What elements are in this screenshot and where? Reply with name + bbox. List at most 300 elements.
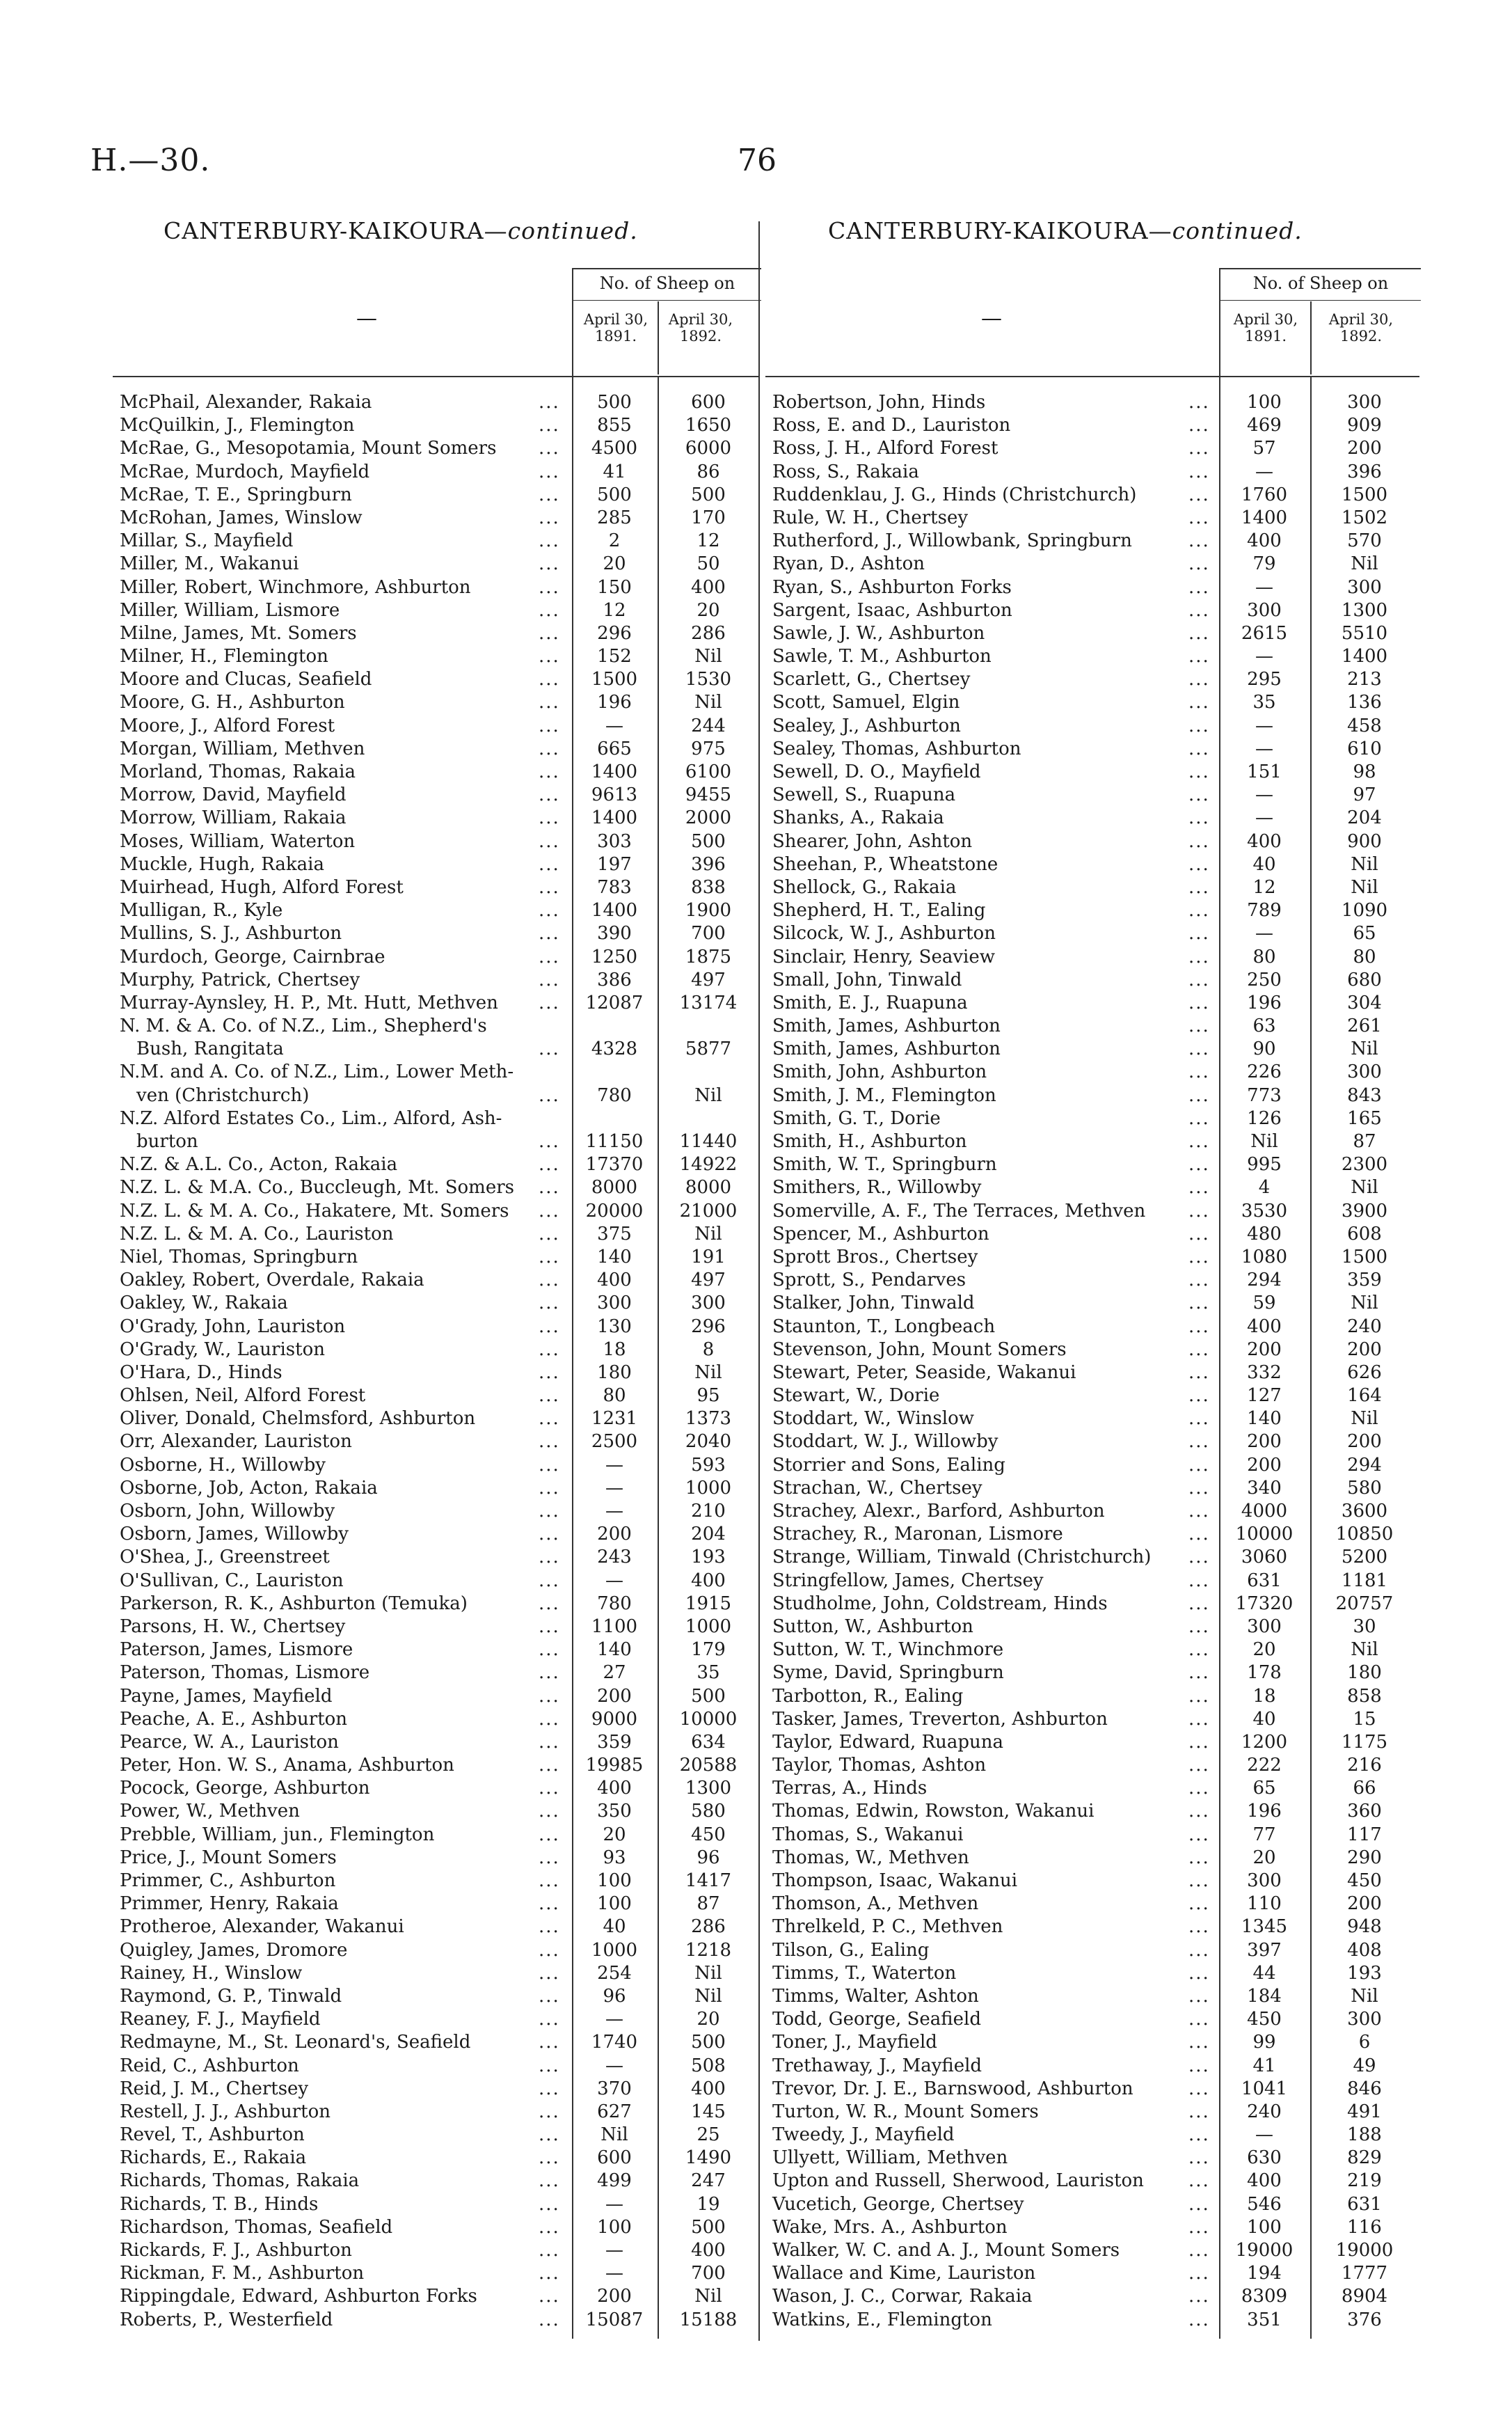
- row-name: Strachan, W., Chertsey: [772, 1477, 982, 1499]
- leader-dots: ...: [1188, 1016, 1210, 1037]
- value-1892: 5510: [1341, 622, 1388, 644]
- left-rows: [113, 391, 760, 2332]
- row-name: Milner, H., Flemington: [120, 646, 328, 668]
- value-1892: 170: [691, 507, 726, 528]
- leader-dots: ...: [1188, 1985, 1210, 2007]
- row-name: Thomas, W., Methven: [772, 1847, 969, 1868]
- value-1892: 247: [691, 2170, 726, 2192]
- table-row: [765, 530, 1419, 553]
- table-row: [113, 1246, 760, 1269]
- value-1891: 140: [597, 1639, 632, 1661]
- value-1892: 1000: [685, 1616, 732, 1637]
- row-name: Restell, J. J., Ashburton: [120, 2101, 331, 2122]
- row-name: Moore and Clucas, Seafield: [120, 669, 372, 690]
- table-row: [113, 2031, 760, 2054]
- leader-dots: ...: [539, 646, 560, 668]
- row-name: ven (Christchurch): [136, 1084, 310, 1106]
- left-title-main: CANTERBURY-KAIKOURA—: [164, 217, 508, 244]
- value-1891: 20: [1252, 1639, 1276, 1661]
- table-row: [113, 1754, 760, 1777]
- value-1891: 4: [1258, 1177, 1271, 1199]
- left-table: [113, 268, 760, 2332]
- table-row: [765, 761, 1419, 784]
- value-1892: 580: [1347, 1477, 1382, 1499]
- value-1891: 500: [597, 484, 632, 505]
- value-1891: 178: [1247, 1662, 1282, 1684]
- value-1891: 2: [608, 530, 621, 552]
- value-1891: 300: [1247, 599, 1282, 621]
- table-row: [765, 668, 1419, 691]
- row-name: Sewell, D. O., Mayfield: [772, 761, 981, 782]
- table-row: [765, 2031, 1419, 2054]
- value-1892: 204: [691, 1524, 726, 1545]
- leader-dots: ...: [1188, 2147, 1210, 2169]
- value-1892: 8: [702, 1338, 715, 1360]
- value-1891: 351: [1247, 2309, 1282, 2330]
- value-1891: 44: [1252, 1962, 1276, 1984]
- leader-dots: ...: [1188, 1270, 1210, 1291]
- page-number: 76: [738, 143, 777, 178]
- value-1891: 200: [597, 1685, 632, 1707]
- row-name: Ohlsen, Neil, Alford Forest: [120, 1385, 366, 1407]
- page-identifier: H.—30.: [90, 143, 211, 178]
- table-row: [113, 1731, 760, 1754]
- leader-dots: ...: [539, 2193, 560, 2215]
- table-row: [765, 1292, 1419, 1315]
- value-1892: 8000: [685, 1177, 732, 1199]
- table-row: [113, 1200, 760, 1223]
- table-row: [765, 1084, 1419, 1107]
- row-name: Smith, H., Ashburton: [772, 1131, 967, 1152]
- row-name: Walker, W. C. and A. J., Mount Somers: [772, 2240, 1120, 2261]
- value-1891: —: [1255, 461, 1273, 482]
- row-name: Tweedy, J., Mayfield: [772, 2124, 955, 2146]
- row-name: Smith, John, Ashburton: [772, 1061, 987, 1083]
- table-row: [765, 1269, 1419, 1292]
- value-1891: 3060: [1241, 1547, 1288, 1568]
- value-1892: Nil: [1351, 1985, 1378, 2007]
- leader-dots: ...: [539, 1431, 560, 1453]
- value-1891: 1250: [591, 946, 638, 967]
- table-row: [765, 992, 1419, 1015]
- leader-dots: ...: [539, 923, 560, 945]
- value-1892: 1490: [685, 2147, 732, 2169]
- leader-dots: ...: [1188, 807, 1210, 829]
- right-header-group-title: No. of Sheep on: [1220, 274, 1421, 301]
- value-1892: 508: [691, 2055, 726, 2076]
- value-1891: —: [605, 1501, 623, 1522]
- value-1892: Nil: [1351, 553, 1378, 575]
- leader-dots: ...: [1188, 1107, 1210, 1129]
- value-1891: 100: [597, 2216, 632, 2238]
- center-divider: [758, 221, 760, 2341]
- value-1892: 188: [1347, 2124, 1382, 2146]
- value-1891: 17370: [585, 1154, 644, 1176]
- left-header-col2: April 30, 1892.: [668, 311, 733, 345]
- leader-dots: ...: [1188, 692, 1210, 713]
- value-1892: 626: [1347, 1361, 1382, 1383]
- value-1891: 12: [1252, 876, 1276, 898]
- leader-dots: ...: [1188, 715, 1210, 736]
- row-name: Ryan, S., Ashburton Forks: [772, 576, 1012, 598]
- value-1891: 200: [597, 1524, 632, 1545]
- value-1891: 1400: [1241, 507, 1288, 528]
- value-1892: 1530: [685, 669, 732, 690]
- value-1891: 200: [1247, 1431, 1282, 1453]
- value-1892: 1373: [685, 1408, 732, 1430]
- leader-dots: ...: [1188, 646, 1210, 668]
- table-row: [113, 1038, 760, 1061]
- value-1892: 634: [691, 1731, 726, 1753]
- leader-dots: ...: [539, 1338, 560, 1360]
- leader-dots: ...: [1188, 1361, 1210, 1383]
- value-1891: —: [1255, 2124, 1273, 2146]
- table-row: [113, 2078, 760, 2101]
- table-row: [765, 1915, 1419, 1938]
- value-1891: 150: [597, 576, 632, 598]
- value-1891: 1000: [591, 1939, 638, 1961]
- table-row: [113, 1847, 760, 1870]
- value-1891: 4328: [591, 1038, 638, 1060]
- table-row: [765, 2101, 1419, 2124]
- leader-dots: ...: [1188, 669, 1210, 690]
- row-name: Thomas, S., Wakanui: [772, 1824, 964, 1845]
- leader-dots: ...: [1188, 1431, 1210, 1453]
- table-row: [113, 1477, 760, 1500]
- value-1891: 196: [597, 692, 632, 713]
- leader-dots: ...: [1188, 2124, 1210, 2146]
- row-name: Rickman, F. M., Ashburton: [120, 2263, 365, 2284]
- value-1891: 57: [1252, 438, 1276, 459]
- row-name: Oakley, Robert, Overdale, Rakaia: [120, 1270, 424, 1291]
- row-name: Staunton, T., Longbeach: [772, 1316, 996, 1337]
- row-name: Niel, Thomas, Springburn: [120, 1246, 358, 1267]
- row-name: N. M. & A. Co. of N.Z., Lim., Shepherd's: [120, 1016, 487, 1037]
- value-1891: 1760: [1241, 484, 1288, 505]
- value-1891: 2615: [1241, 622, 1288, 644]
- row-name: Strange, William, Tinwald (Christchurch): [772, 1547, 1152, 1568]
- row-name: Rippingdale, Edward, Ashburton Forks: [120, 2286, 477, 2307]
- value-1891: 4000: [1241, 1501, 1288, 1522]
- value-1892: 1300: [685, 1778, 732, 1799]
- value-1891: 79: [1252, 553, 1276, 575]
- value-1891: 140: [597, 1246, 632, 1267]
- leader-dots: ...: [1188, 1316, 1210, 1337]
- left-rule-col2: [658, 376, 659, 2339]
- value-1891: 1400: [591, 807, 638, 829]
- leader-dots: ...: [539, 507, 560, 528]
- row-name: Roberts, P., Westerfield: [120, 2309, 333, 2330]
- value-1892: 98: [1353, 761, 1376, 782]
- value-1892: 20: [697, 2009, 720, 2030]
- leader-dots: ...: [1188, 1385, 1210, 1407]
- row-name: N.M. and A. Co. of N.Z., Lim., Lower Meth-: [120, 1061, 514, 1083]
- value-1891: 397: [1247, 1939, 1282, 1961]
- value-1891: 40: [1252, 1708, 1276, 1730]
- row-name: Upton and Russell, Sherwood, Lauriston: [772, 2170, 1144, 2192]
- row-name: McRae, T. E., Springburn: [120, 484, 352, 505]
- value-1892: 1502: [1341, 507, 1388, 528]
- table-row: [765, 1570, 1419, 1593]
- value-1891: 303: [597, 830, 632, 852]
- leader-dots: ...: [539, 2078, 560, 2099]
- table-row: [765, 2078, 1419, 2101]
- leader-dots: ...: [539, 415, 560, 436]
- value-1892: 300: [1347, 1061, 1382, 1083]
- value-1892: 376: [1347, 2309, 1382, 2330]
- row-name: Ullyett, William, Methven: [772, 2147, 1008, 2169]
- value-1892: 570: [1347, 530, 1382, 552]
- value-1891: 300: [597, 1293, 632, 1314]
- row-name: Stoddart, W. J., Willowby: [772, 1431, 998, 1453]
- value-1892: 360: [1347, 1801, 1382, 1822]
- row-name: Ross, E. and D., Lauriston: [772, 415, 1011, 436]
- value-1892: 458: [1347, 715, 1382, 736]
- table-row: [765, 1754, 1419, 1777]
- leader-dots: ...: [1188, 1939, 1210, 1961]
- leader-dots: ...: [539, 992, 560, 1013]
- value-1891: 400: [597, 1778, 632, 1799]
- row-name: Tasker, James, Treverton, Ashburton: [772, 1708, 1108, 1730]
- row-name: N.Z. L. & M.A. Co., Buccleugh, Mt. Somers: [120, 1177, 514, 1199]
- value-1892: 829: [1347, 2147, 1382, 2169]
- value-1892: 6100: [685, 761, 732, 782]
- table-row: [765, 2170, 1419, 2193]
- table-row: [765, 2239, 1419, 2262]
- value-1892: 9455: [685, 784, 732, 806]
- value-1891: 9000: [591, 1708, 638, 1730]
- leader-dots: ...: [1188, 876, 1210, 898]
- row-name: Osborn, James, Willowby: [120, 1524, 349, 1545]
- row-name: Stalker, John, Tinwald: [772, 1293, 975, 1314]
- row-name: Tilson, G., Ealing: [772, 1939, 930, 1961]
- row-name: Peter, Hon. W. S., Anama, Ashburton: [120, 1755, 454, 1776]
- value-1891: —: [605, 2055, 623, 2076]
- value-1891: 19000: [1235, 2240, 1294, 2261]
- value-1892: 86: [697, 461, 720, 482]
- row-name: Miller, M., Wakanui: [120, 553, 299, 575]
- value-1892: 1175: [1341, 1731, 1388, 1753]
- table-row: [765, 1361, 1419, 1384]
- value-1891: 773: [1247, 1084, 1282, 1106]
- right-title-main: CANTERBURY-KAIKOURA—: [828, 217, 1172, 244]
- table-row: [113, 1962, 760, 1985]
- row-name: Reid, C., Ashburton: [120, 2055, 299, 2076]
- value-1891: 9613: [591, 784, 638, 806]
- value-1892: 500: [691, 830, 726, 852]
- leader-dots: ...: [1188, 1755, 1210, 1776]
- value-1891: 400: [1247, 830, 1282, 852]
- value-1891: 400: [1247, 2170, 1282, 2192]
- value-1892: 580: [691, 1801, 726, 1822]
- table-row: [113, 1893, 760, 1915]
- table-row: [113, 1015, 760, 1038]
- table-row: [113, 553, 760, 576]
- value-1892: Nil: [694, 692, 722, 713]
- row-name: Turton, W. R., Mount Somers: [772, 2101, 1039, 2122]
- table-row: [765, 853, 1419, 876]
- row-name: Rutherford, J., Willowbank, Springburn: [772, 530, 1132, 552]
- table-row: [113, 576, 760, 599]
- row-name: Paterson, James, Lismore: [120, 1639, 353, 1661]
- value-1891: 1400: [591, 761, 638, 782]
- value-1892: 500: [691, 2216, 726, 2238]
- value-1891: 65: [1252, 1778, 1276, 1799]
- value-1891: 780: [597, 1084, 632, 1106]
- leader-dots: ...: [1188, 1708, 1210, 1730]
- value-1892: 948: [1347, 1916, 1382, 1938]
- table-row: [113, 2147, 760, 2170]
- row-name: Strachey, Alexr., Barford, Ashburton: [772, 1501, 1105, 1522]
- leader-dots: ...: [539, 1154, 560, 1176]
- leader-dots: ...: [1188, 576, 1210, 598]
- value-1891: 400: [1247, 530, 1282, 552]
- value-1891: —: [605, 1570, 623, 1591]
- table-row: [765, 715, 1419, 738]
- row-name: Miller, Robert, Winchmore, Ashburton: [120, 576, 471, 598]
- row-name: McRae, Murdoch, Mayfield: [120, 461, 370, 482]
- table-row: [113, 1915, 760, 1938]
- row-name: Thompson, Isaac, Wakanui: [772, 1870, 1018, 1891]
- value-1892: Nil: [694, 1084, 722, 1106]
- value-1892: 843: [1347, 1084, 1382, 1106]
- value-1891: 350: [597, 1801, 632, 1822]
- leader-dots: ...: [539, 2101, 560, 2122]
- table-row: [765, 1316, 1419, 1338]
- table-row: [113, 2239, 760, 2262]
- value-1891: 1041: [1241, 2078, 1288, 2099]
- leader-dots: ...: [539, 2240, 560, 2261]
- table-row: [765, 1107, 1419, 1130]
- table-row: [765, 1338, 1419, 1361]
- value-1892: 3900: [1341, 1200, 1388, 1222]
- value-1891: 296: [597, 622, 632, 644]
- row-name: Morrow, David, Mayfield: [120, 784, 347, 806]
- value-1891: 63: [1252, 1016, 1276, 1037]
- value-1892: 400: [691, 576, 726, 598]
- table-row: [113, 876, 760, 899]
- value-1892: 359: [1347, 1270, 1382, 1291]
- value-1892: 240: [1347, 1316, 1382, 1337]
- value-1891: 1100: [591, 1616, 638, 1637]
- value-1892: 290: [1347, 1847, 1382, 1868]
- leader-dots: ...: [539, 1939, 560, 1961]
- value-1891: 1500: [591, 669, 638, 690]
- value-1891: —: [1255, 923, 1273, 945]
- value-1891: 11150: [585, 1131, 644, 1152]
- leader-dots: ...: [539, 1200, 560, 1222]
- value-1891: 15087: [585, 2309, 644, 2330]
- value-1892: 200: [1347, 1338, 1382, 1360]
- leader-dots: ...: [539, 1477, 560, 1499]
- value-1892: Nil: [1351, 1293, 1378, 1314]
- value-1891: 295: [1247, 669, 1282, 690]
- value-1891: 995: [1247, 1154, 1282, 1176]
- value-1892: 261: [1347, 1016, 1382, 1037]
- value-1892: 164: [1347, 1385, 1382, 1407]
- row-name: Osborn, John, Willowby: [120, 1501, 335, 1522]
- table-row: [113, 2262, 760, 2285]
- row-name: Sargent, Isaac, Ashburton: [772, 599, 1012, 621]
- value-1892: 19000: [1335, 2240, 1394, 2261]
- row-name: Morland, Thomas, Rakaia: [120, 761, 356, 782]
- table-row: [113, 1985, 760, 2008]
- row-name: Trevor, Dr. J. E., Barnswood, Ashburton: [772, 2078, 1133, 2099]
- value-1891: 783: [597, 876, 632, 898]
- value-1892: 2000: [685, 807, 732, 829]
- leader-dots: ...: [1188, 946, 1210, 967]
- value-1892: 200: [1347, 1431, 1382, 1453]
- leader-dots: ...: [1188, 2263, 1210, 2284]
- value-1891: 93: [603, 1847, 626, 1868]
- value-1892: 608: [1347, 1223, 1382, 1245]
- leader-dots: ...: [539, 392, 560, 413]
- value-1892: 5200: [1341, 1547, 1388, 1568]
- leader-dots: ...: [539, 1824, 560, 1845]
- value-1892: Nil: [1351, 876, 1378, 898]
- table-row: [765, 1130, 1419, 1153]
- row-name: Pearce, W. A., Lauriston: [120, 1731, 339, 1753]
- row-name: Pocock, George, Ashburton: [120, 1778, 370, 1799]
- table-row: [765, 691, 1419, 714]
- table-row: [113, 1570, 760, 1593]
- value-1892: 35: [697, 1662, 720, 1684]
- value-1891: 152: [597, 646, 632, 668]
- leader-dots: ...: [539, 1501, 560, 1522]
- table-row: [113, 414, 760, 437]
- leader-dots: ...: [539, 1385, 560, 1407]
- value-1891: 127: [1247, 1385, 1282, 1407]
- value-1891: 200: [1247, 1454, 1282, 1476]
- table-row: [765, 1223, 1419, 1246]
- leader-dots: ...: [1188, 1246, 1210, 1267]
- value-1891: 100: [597, 1870, 632, 1891]
- value-1891: 789: [1247, 900, 1282, 922]
- leader-dots: ...: [1188, 1524, 1210, 1545]
- left-header-dash: —: [356, 306, 377, 331]
- leader-dots: ...: [539, 876, 560, 898]
- value-1891: 20: [603, 553, 626, 575]
- table-row: [113, 1500, 760, 1523]
- table-row: [765, 1523, 1419, 1546]
- row-name: Rickards, F. J., Ashburton: [120, 2240, 352, 2261]
- leader-dots: ...: [539, 969, 560, 990]
- value-1891: 19985: [585, 1755, 644, 1776]
- leader-dots: ...: [1188, 1547, 1210, 1568]
- leader-dots: ...: [1188, 1293, 1210, 1314]
- table-row: [113, 946, 760, 969]
- table-row: [113, 437, 760, 460]
- value-1891: —: [605, 2193, 623, 2215]
- value-1892: 1300: [1341, 599, 1388, 621]
- leader-dots: ...: [539, 830, 560, 852]
- leader-dots: ...: [1188, 1662, 1210, 1684]
- leader-dots: ...: [1188, 969, 1210, 990]
- value-1891: —: [605, 1454, 623, 1476]
- value-1891: 243: [597, 1547, 632, 1568]
- value-1891: —: [605, 2263, 623, 2284]
- leader-dots: ...: [1188, 1501, 1210, 1522]
- value-1892: 244: [691, 715, 726, 736]
- row-name: Smith, G. T., Dorie: [772, 1107, 941, 1129]
- leader-dots: ...: [539, 692, 560, 713]
- value-1891: 18: [1252, 1685, 1276, 1707]
- row-name: Todd, George, Seafield: [772, 2009, 981, 2030]
- row-name: Syme, David, Springburn: [772, 1662, 1004, 1684]
- row-name: Sawle, J. W., Ashburton: [772, 622, 985, 644]
- leader-dots: ...: [539, 738, 560, 759]
- row-name: Smith, J. M., Flemington: [772, 1084, 996, 1106]
